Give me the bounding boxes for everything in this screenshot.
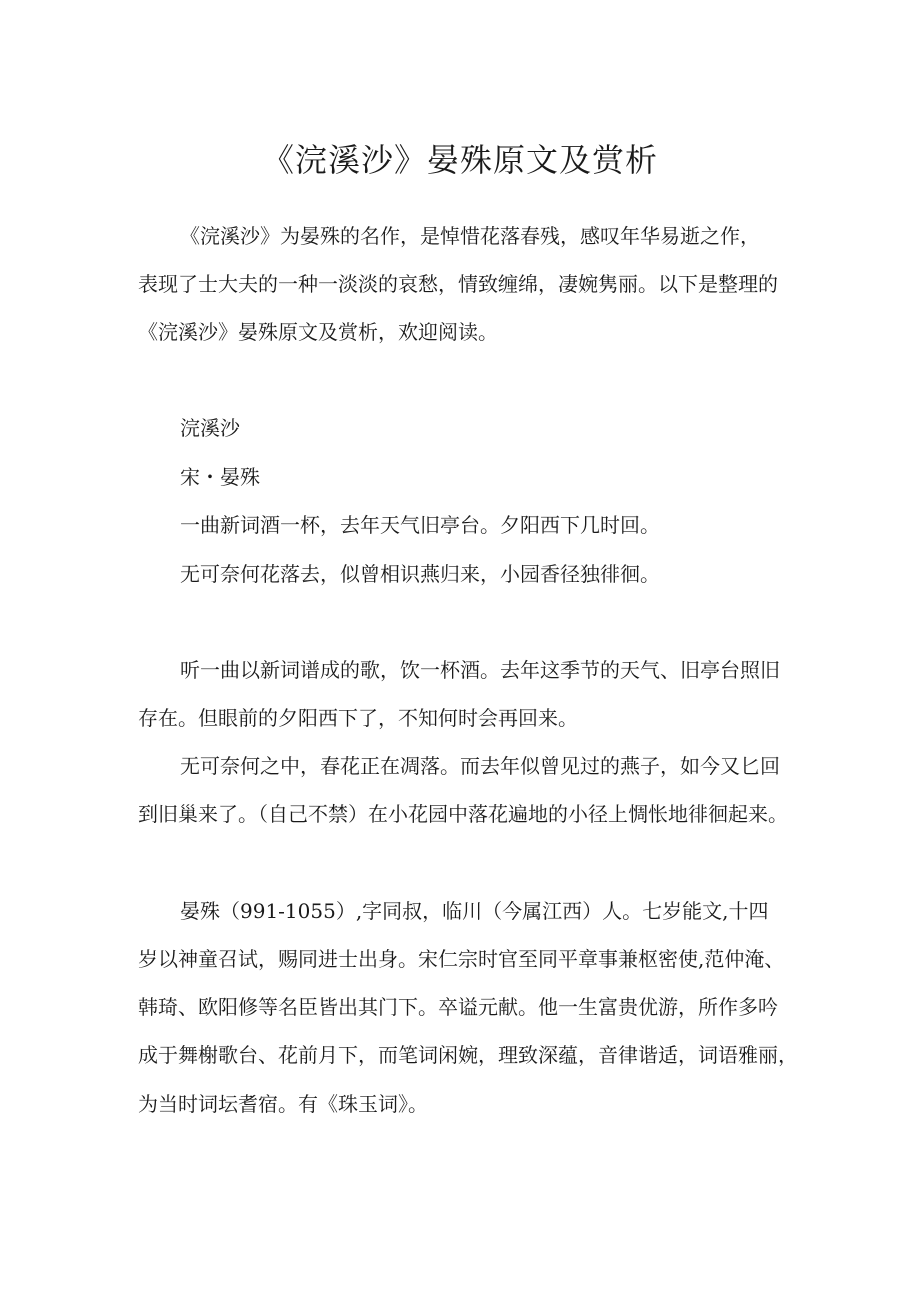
- intro-line-3: 《浣溪沙》晏殊原文及赏析，欢迎阅读。: [138, 320, 498, 344]
- translation-line-4: 到旧巢来了。（自己不禁）在小花园中落花遍地的小径上惆怅地徘徊起来。: [138, 802, 788, 826]
- translation-line-1: 听一曲以新词谱成的歌，饮一杯酒。去年这季节的天气、旧亭台照旧: [180, 658, 780, 682]
- translation-line-3: 无可奈何之中，春花正在凋落。而去年似曾见过的燕子，如今又匕回: [180, 754, 780, 778]
- intro-line-2: 表现了士大夫的一种一淡淡的哀愁，情致缠绵，凄婉隽丽。以下是整理的: [138, 272, 778, 296]
- biography-line-3: 韩琦、欧阳修等名臣皆出其门下。卒谥元献。他一生富贵优游，所作多吟: [138, 995, 778, 1019]
- poem-line-2: 无可奈何花落去，似曾相识燕归来，小园香径独徘徊。: [180, 562, 660, 586]
- biography-line-1: 晏殊（991-1055）,字同叔，临川（今属江西）人。七岁能文,十四: [180, 899, 769, 923]
- poem-author: 宋・晏殊: [180, 465, 260, 489]
- biography-line-2: 岁以神童召试，赐同进士出身。宋仁宗时官至同平章事兼枢密使,范仲淹、: [138, 947, 785, 971]
- biography-line-4: 成于舞榭歌台、花前月下，而笔词闲婉，理致深蕴，音律谐适，词语雅丽，: [138, 1043, 798, 1067]
- poem-line-1: 一曲新词酒一杯，去年天气旧亭台。夕阳西下几时回。: [180, 513, 660, 537]
- translation-line-2: 存在。但眼前的夕阳西下了，不知何时会再回来。: [138, 706, 578, 730]
- biography-line-5: 为当时词坛耆宿。有《珠玉词》。: [138, 1092, 428, 1116]
- intro-line-1: 《浣溪沙》为晏殊的名作，是悼惜花落春残，感叹年华易逝之作，: [180, 224, 760, 248]
- poem-name: 浣溪沙: [180, 416, 240, 440]
- document-title: 《浣溪沙》晏殊原文及赏析: [261, 141, 658, 179]
